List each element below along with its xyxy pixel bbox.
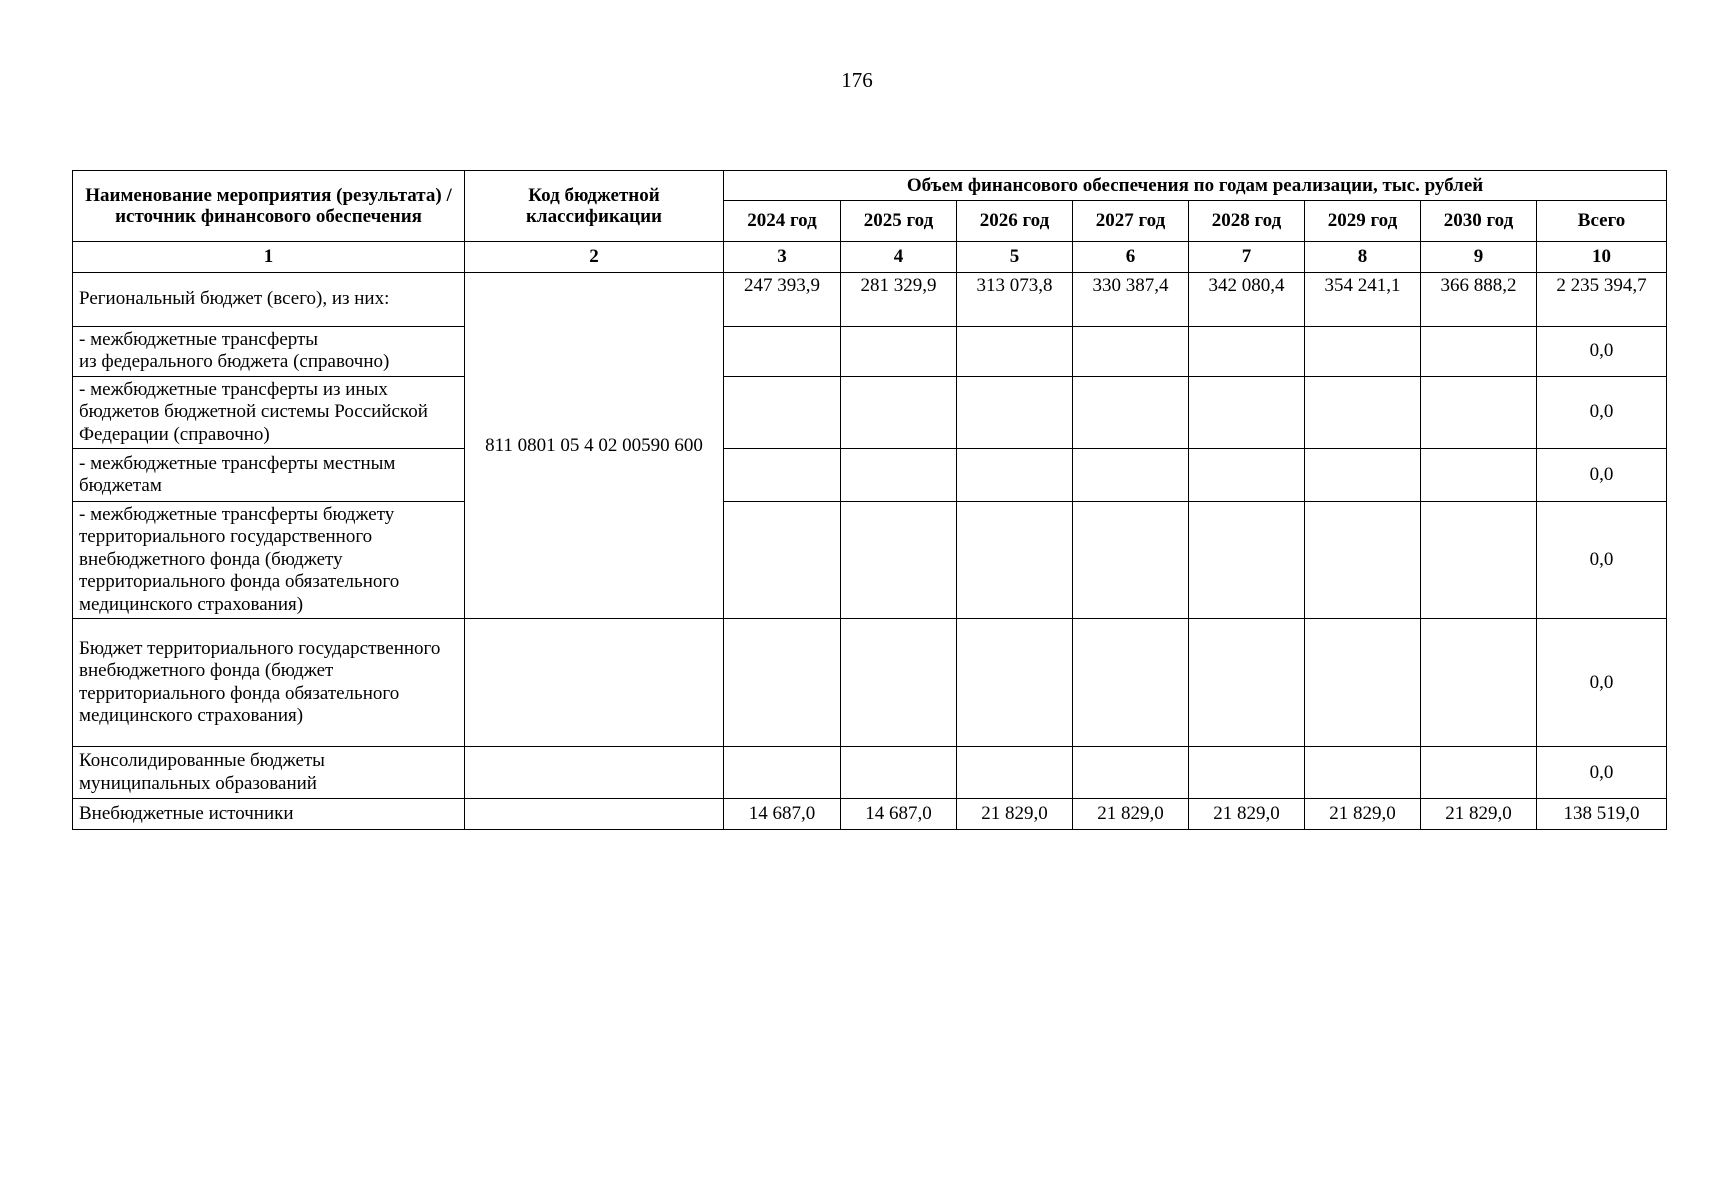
row-code [465,799,724,830]
row-value: 313 073,8 [957,273,1073,327]
empty-cell [1305,327,1421,377]
empty-cell [1421,327,1537,377]
empty-cell [957,502,1073,619]
row-value: 21 829,0 [1073,799,1189,830]
empty-cell [1073,327,1189,377]
row-total: 0,0 [1537,502,1667,619]
column-number: 3 [724,242,841,273]
empty-cell [1305,747,1421,799]
header-row-1 [73,171,1667,201]
empty-cell [1421,619,1537,747]
row-name-line: из федерального бюджета (справочно) [79,351,390,373]
row-value: 247 393,9 [724,273,841,327]
empty-cell [1305,376,1421,448]
empty-cell [1073,502,1189,619]
empty-cell [957,619,1073,747]
empty-cell [841,502,957,619]
table-row [73,799,1667,830]
table-row [73,502,1667,619]
empty-cell [841,327,957,377]
column-number: 5 [957,242,1073,273]
empty-cell [724,619,841,747]
table-row [73,273,1667,327]
row-total: 0,0 [1537,376,1667,448]
column-number: 8 [1305,242,1421,273]
row-value: 354 241,1 [1305,273,1421,327]
empty-cell [724,502,841,619]
budget-code: 811 0801 05 4 02 00590 600 [465,273,724,619]
header-year: 2024 год [724,201,841,242]
row-name: Внебюджетные источники [73,799,465,830]
row-code [465,619,724,747]
empty-cell [841,449,957,502]
row-value: 14 687,0 [841,799,957,830]
empty-cell [1189,449,1305,502]
financing-table [72,170,1667,830]
table-row [73,449,1667,502]
row-name: Бюджет территориального государственного внебюджетного фонда (бюджет территориального фонда обязательного медицинского страхования) [73,619,465,747]
column-number: 10 [1537,242,1667,273]
row-total: 0,0 [1537,327,1667,377]
empty-cell [1073,747,1189,799]
row-value: 21 829,0 [1189,799,1305,830]
row-name: - межбюджетные трансферты местным бюджетам [73,449,465,502]
empty-cell [1189,376,1305,448]
row-value: 14 687,0 [724,799,841,830]
empty-cell [1073,376,1189,448]
row-name: - межбюджетные трансферты бюджету территориального государственного внебюджетного фонда (бюджету территориального фонда обязательного медицинского страхования) [73,502,465,619]
empty-cell [1421,376,1537,448]
empty-cell [724,449,841,502]
row-name-line: - межбюджетные трансферты [79,329,319,350]
row-total: 138 519,0 [1537,799,1667,830]
column-number: 9 [1421,242,1537,273]
column-number: 4 [841,242,957,273]
empty-cell [957,327,1073,377]
row-value: 342 080,4 [1189,273,1305,327]
row-total: 0,0 [1537,747,1667,799]
header-name: Наименование мероприятия (результата) / источник финансового обеспечения [73,171,465,242]
row-value: 21 829,0 [1421,799,1537,830]
header-volume: Объем финансового обеспечения по годам реализации, тыс. рублей [724,171,1667,201]
empty-cell [841,747,957,799]
empty-cell [724,327,841,377]
row-total: 0,0 [1537,619,1667,747]
row-value: 281 329,9 [841,273,957,327]
empty-cell [724,747,841,799]
empty-cell [1305,449,1421,502]
row-total: 0,0 [1537,449,1667,502]
empty-cell [1421,449,1537,502]
header-total: Всего [1537,201,1667,242]
row-value: 330 387,4 [1073,273,1189,327]
empty-cell [1073,619,1189,747]
column-number: 6 [1073,242,1189,273]
empty-cell [957,376,1073,448]
header-year: 2028 год [1189,201,1305,242]
empty-cell [1189,327,1305,377]
row-value: 21 829,0 [957,799,1073,830]
empty-cell [1189,502,1305,619]
empty-cell [957,449,1073,502]
row-name: - межбюджетные трансферты из иных бюджетов бюджетной системы Российской Федерации (справочно) [73,376,465,448]
row-value: 366 888,2 [1421,273,1537,327]
header-year: 2030 год [1421,201,1537,242]
empty-cell [841,376,957,448]
empty-cell [841,619,957,747]
empty-cell [1421,747,1537,799]
table-row [73,747,1667,799]
table-row [73,327,1667,377]
empty-cell [1421,502,1537,619]
empty-cell [1073,449,1189,502]
row-name: Консолидированные бюджеты муниципальных образований [73,747,465,799]
row-name: Региональный бюджет (всего), из них: [73,273,465,327]
empty-cell [1305,502,1421,619]
row-value: 21 829,0 [1305,799,1421,830]
header-year: 2029 год [1305,201,1421,242]
row-name [73,327,465,377]
row-code [465,747,724,799]
empty-cell [1189,619,1305,747]
column-number: 1 [73,242,465,273]
column-numbers-row [73,242,1667,273]
header-year: 2026 год [957,201,1073,242]
column-number: 2 [465,242,724,273]
table-row [73,376,1667,448]
header-year: 2025 год [841,201,957,242]
empty-cell [957,747,1073,799]
empty-cell [1305,619,1421,747]
empty-cell [1189,747,1305,799]
column-number: 7 [1189,242,1305,273]
header-code: Код бюджетной классификации [465,171,724,242]
row-total: 2 235 394,7 [1537,273,1667,327]
table-row [73,619,1667,747]
header-year: 2027 год [1073,201,1189,242]
empty-cell [724,376,841,448]
page-number: 176 [841,68,873,92]
